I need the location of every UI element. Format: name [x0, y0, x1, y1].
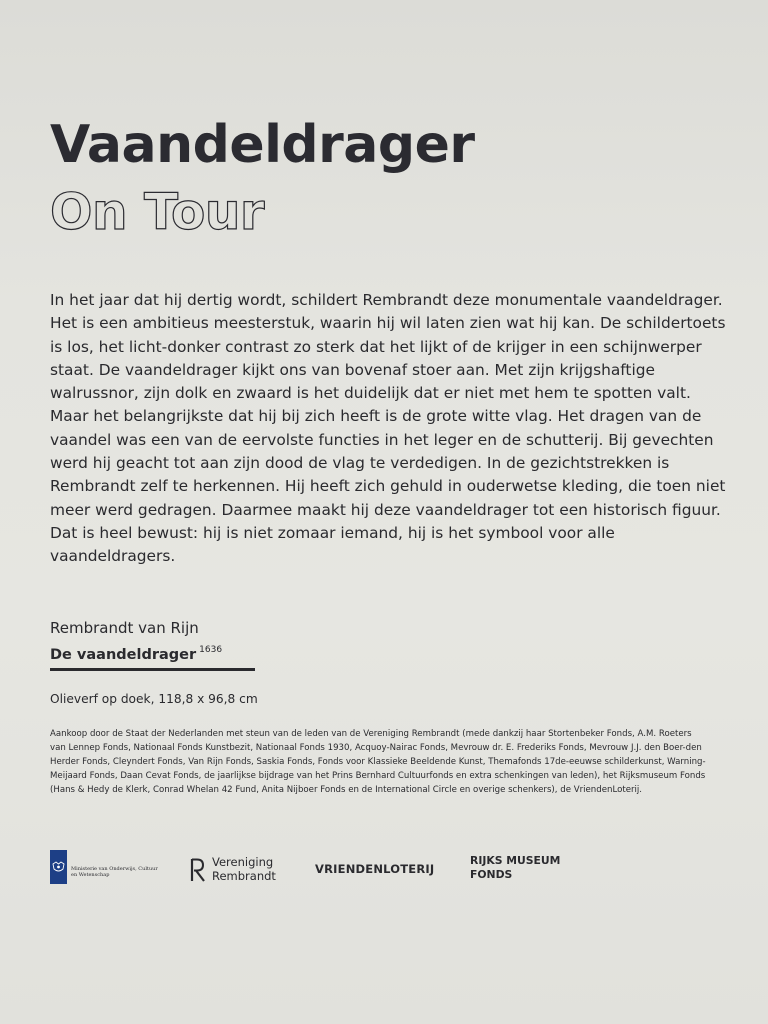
artwork-title-text: De vaandeldrager — [50, 647, 197, 663]
rembrandt-line: Rembrandt — [212, 868, 276, 883]
artwork-year: 1636 — [199, 645, 223, 655]
artwork-title — [50, 640, 222, 665]
ministry-logo — [50, 850, 160, 884]
credit-line: Aankoop door de Staat der Nederlanden met steun van de leden van de Vereniging Rembrandt (mede dankzij haar Stortenbeker Fonds, A.M. Roeters van Lennep Fonds, Nationaal Fonds Kunstbezit, Nationaal Fonds 1930, Acquoy-Nairac Fonds, Mevrouw dr. E. Frederiks Fonds, Mevrouw J.J. den Boer-den Herder Fonds, Cleyndert Fonds, Van Rijn Fonds, Saskia Fonds, Fonds voor Klassieke Beeldende Kunst, Themafonds 17de-eeuwse schilderkunst, Warning-Meijaard Fonds, Daan Cevat Fonds, de jaarlijkse bijdrage van het Prins Bernhard Cultuurfonds en extra schenkingen van leden), het Rijksmuseum Fonds (Hans & Hedy de Klerk, Conrad Whelan 42 Fund, Anita Nijboer Fonds en de International Circle en overige schenkers), de VriendenLoterij. — [50, 729, 706, 795]
artist-name: Rembrandt van Rijn — [50, 619, 199, 637]
page-subtitle: On Tour — [50, 183, 265, 241]
sponsor-logos — [50, 846, 570, 890]
page-title: Vaandeldrager — [50, 115, 475, 175]
fonds-line: FONDS — [470, 868, 513, 881]
rijksmuseum-fonds-logo — [470, 854, 560, 882]
divider-rule — [50, 668, 255, 671]
vereniging-line: Vereniging — [212, 855, 274, 869]
ministry-crest-icon — [50, 850, 67, 884]
artwork-medium: Olieverf op doek, 118,8 x 96,8 cm — [50, 692, 258, 706]
description-text: In het jaar dat hij dertig wordt, schildert Rembrandt deze monumentale vaandeldrager. Het is een ambitieus meesterstuk, waarin hij wil laten zien wat hij kan. De schildertoets is los, het licht-donker contrast zo sterk dat het lijkt of de krijger in een schijnwerper staat. De vaandeldrager kijkt ons van bovenaf stoer aan. Met zijn krijgshaftige walrussnor, zijn dolk en zwaard is het duidelijk dat er niet met hem te spotten valt. Maar het belangrijkste dat hij bij zich heeft is de grote witte vlag. Het dragen van de vaandel was een van de eervolste functies in het leger en de schutterij. Bij gevechten werd hij geacht tot aan zijn dood de vlag te verdedigen. In de gezichtstrekken is Rembrandt zelf te herkennen. Hij heeft zich gehuld in ouderwetse kleding, die toen niet meer werd gedragen. Daarmee maakt hij deze vaandeldrager tot een historisch figuur. Dat is heel bewust: hij is niet zomaar iemand, hij is het symbool voor alle vaandeldragers. — [50, 291, 726, 566]
vereniging-rembrandt-r-icon — [190, 858, 206, 882]
vereniging-rembrandt-text — [212, 856, 276, 883]
vereniging-rembrandt-logo — [190, 856, 310, 886]
vriendenloterij-logo: VRIENDENLOTERIJ — [315, 862, 435, 876]
rijksmuseum-line: RIJKS MUSEUM — [470, 854, 561, 867]
ministry-name: Ministerie van Onderwijs, Cultuur en Wetenschap — [71, 866, 158, 878]
